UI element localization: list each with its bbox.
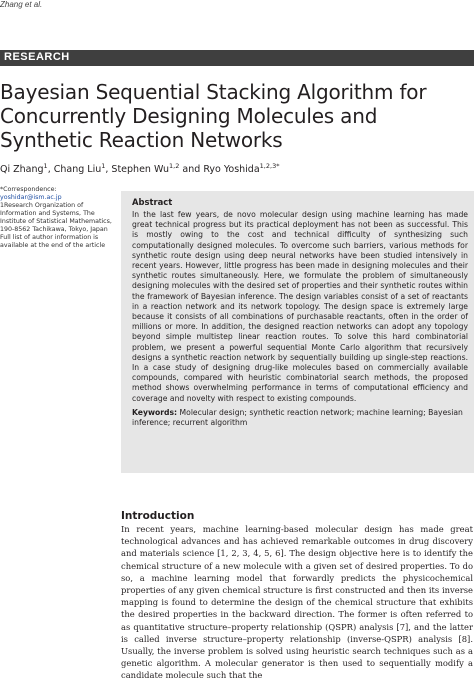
author-affiliation: 1,2 [169,162,180,170]
abstract-box [121,191,474,473]
abstract-heading: Abstract [132,197,173,207]
author-separator: and [179,164,204,176]
section-label: RESEARCH [4,51,70,63]
author-list [0,162,279,175]
author-separator: , [47,164,54,176]
correspondence-label: *Correspondence: [0,186,57,193]
author-name: Stephen Wu [111,164,170,176]
correspondence-email-link[interactable]: yoshidar@ism.ac.jp [0,194,62,201]
affiliation-text: 1Research Organization of Information and Systems, The Institute of Statistical Mathematics, 190-8562 Tachikawa, Tokyo, Japan [0,202,112,233]
keywords-label: Keywords: [132,407,178,417]
author-name: Ryo Yoshida [203,164,260,176]
author-affiliation: 1 [101,162,106,170]
running-head: Zhang et al. [0,0,43,9]
author-info-note: Full list of author information is available at the end of the article [0,234,106,249]
keywords-text: Molecular design; synthetic reaction network; machine learning; Bayesian inference; recurrent algorithm [132,407,463,428]
keywords-line [132,408,468,428]
paper-title: Bayesian Sequential Stacking Algorithm for Concurrently Designing Molecules and Synthetic Reaction Networks [0,80,427,152]
introduction-heading: Introduction [121,510,195,522]
author-affiliation: 1,2,3* [259,162,280,170]
introduction-text: In recent years, machine learning-based molecular design has made great technological advances and has achieved remarkable outcomes in drug discovery and materials science [1, 2, 3, 4, 5, 6]. The design objective here is to identify the chemical structure of a new molecule with a given set of desired properties. To do so, a machine learning model that forwardly predicts the physicochemical properties of any given chemical structure is first constructed and then its inverse mapping is found to determine the design of the chemical structure that exhibits the desired properties in the backward direction. The former is often referred to as quantitative structure–property relationship (QSPR) analysis [7], and the latter is called inverse structure–property relationship (inverse-QSPR) analysis [8]. Usually, the inverse problem is solved using heuristic search techniques such as a genetic algorithm. A molecular generator is then used to sequentially modify a candidate molecule such that the [121,524,473,681]
abstract-text: In the last few years, de novo molecular design using machine learning has made great technical progress but its practical deployment has not been as successful. This is mostly owing to the cost and technical difficulty of synthesizing such computationally designed molecules. To overcome such barriers, various methods for synthetic route design using deep neural networks have been studied intensively in recent years. However, little progress has been made in designing molecules and their synthetic routes simultaneously. Here, we formulate the problem of simultaneously designing molecules with the desired set of properties and their synthetic routes within the framework of Bayesian inference. The design variables consist of a set of reactants in a reaction network and its network topology. The design space is extremely large because it consists of all combinations of purchasable reactants, often in the order of millions or more. In addition, the designed reaction networks can adopt any topology beyond simple multistep linear reaction routes. To solve this hard combinatorial problem, we present a powerful sequential Monte Carlo algorithm that recursively designs a synthetic reaction network by sequentially building up single-step reactions. In a case study of designing drug-like molecules based on commercially available compounds, compared with heuristic combinatorial search methods, the proposed method shows overwhelming performance in terms of computational efficiency and coverage and novelty with respect to existing compounds. [132,210,468,403]
author-separator: , [105,164,112,176]
author-affiliation: 1 [43,162,48,170]
author-name: Qi Zhang [0,164,44,176]
correspondence-sidebar [0,186,114,250]
section-label-bar [0,50,474,66]
author-name: Chang Liu [53,164,102,176]
